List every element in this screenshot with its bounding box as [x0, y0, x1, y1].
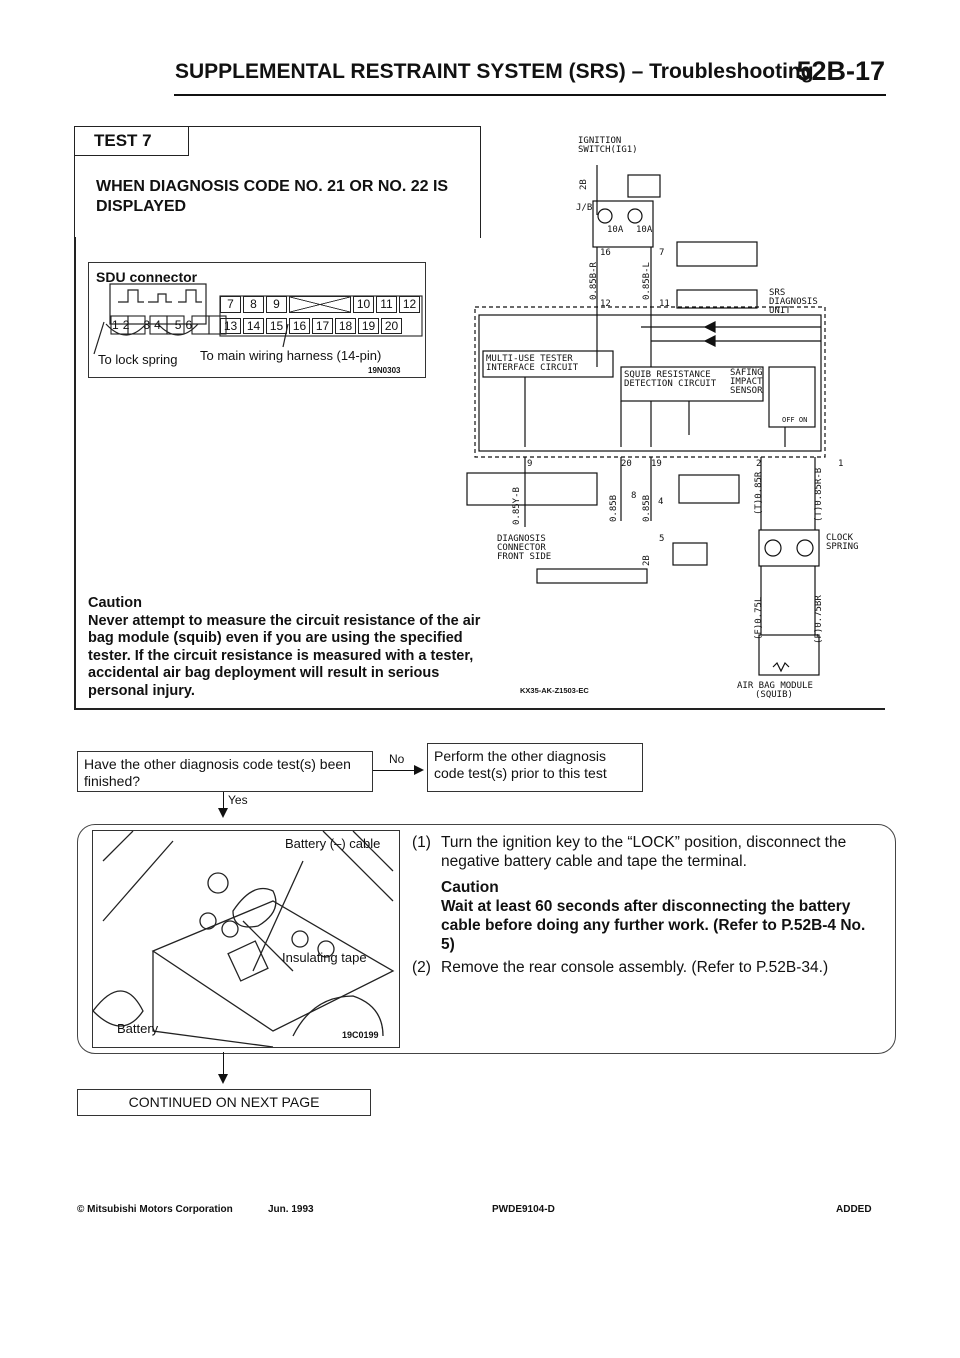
pin-label: 15 [266, 318, 287, 334]
battery-figure [92, 830, 400, 1048]
pin-label: 2 [122, 318, 130, 332]
callout-lock-spring: To lock spring [98, 352, 178, 367]
diag-line: CONNECTOR [497, 543, 546, 553]
pin-5: 5 [659, 534, 665, 544]
battery-cable-label: Battery (–) cable [285, 836, 381, 851]
wire-f075br: (F)0.75BR [814, 595, 824, 644]
test-title: WHEN DIAGNOSIS CODE NO. 21 OR NO. 22 IS DISPLAYED [96, 178, 449, 215]
footer-copyright: © Mitsubishi Motors Corporation [77, 1204, 233, 1215]
page-number: 52B-17 [796, 56, 885, 86]
battery-label: Battery [117, 1021, 159, 1036]
safing-line: IMPACT [730, 377, 763, 387]
amp-label: 10A [636, 225, 653, 235]
jb-label: J/B [576, 203, 593, 213]
connector-figure-id: 19N0303 [368, 366, 401, 375]
pin-label: 7 [220, 296, 241, 313]
multi-use-line: INTERFACE CIRCUIT [486, 363, 579, 373]
footer-status: ADDED [836, 1204, 872, 1215]
wire-085b-2: 0.85B [642, 494, 652, 522]
pin-label: 11 [376, 296, 397, 313]
wire-085b: 0.85B [609, 494, 619, 522]
step-caution-heading: Caution [441, 879, 499, 896]
caution-block [88, 595, 488, 700]
on-text: ON [798, 416, 808, 424]
wire-t085r: (T)0.85R [754, 471, 764, 515]
wire-f075l: (F)0.75L [754, 596, 764, 640]
pin-label: 12 [399, 296, 420, 313]
ignition-line: SWITCH(IG1) [578, 145, 638, 155]
flow-question: Have the other diagnosis code test(s) been finished? [77, 751, 373, 792]
yes-label: Yes [228, 793, 248, 807]
pin-label: 18 [335, 318, 356, 334]
caution-text: Never attempt to measure the circuit resistance of the air bag module (squib) even if you are using the specified tester. If the circuit resistance is measured with a tester, accidental air bag deployment will result in serious personal injury. [88, 612, 481, 699]
step-caution-text: Wait at least 60 seconds after disconnecting the battery cable before doing any further work. (Refer to P.52B-4 No. 5) [441, 898, 866, 953]
pin-label: 8 [243, 296, 264, 313]
srs-unit-label [769, 289, 818, 316]
caution-heading: Caution [88, 595, 142, 611]
airbag-line: AIR BAG MODULE [737, 681, 813, 691]
step-2-number: (2) [412, 959, 431, 976]
ignition-label [578, 137, 638, 155]
squib-line: SQUIB RESISTANCE [624, 370, 711, 380]
wire-2b-2: 2B [642, 555, 652, 566]
wire-2b: 2B [579, 179, 589, 190]
step-1-number: (1) [412, 834, 431, 851]
pin-20: 20 [621, 459, 632, 469]
pin-12: 12 [600, 299, 611, 309]
step-1-text: Turn the ignition key to the “LOCK” position, disconnect the negative battery cable and tape the terminal. [441, 834, 847, 870]
airbag-label [737, 682, 813, 700]
pin-19: 19 [651, 459, 662, 469]
pin-label: 17 [312, 318, 333, 334]
off-on-label [782, 416, 807, 425]
srs-line: SRS [769, 288, 786, 298]
pin-label: 3 [143, 318, 151, 332]
pin-4: 4 [658, 497, 664, 507]
safing-line: SENSOR [730, 386, 763, 396]
pin-label: 5 [174, 318, 182, 332]
pin-label: 16 [289, 318, 310, 334]
step-2-text: Remove the rear console assembly. (Refer to P.52B-34.) [441, 959, 829, 976]
multi-use-label [486, 355, 578, 373]
insulating-tape-label: Insulating tape [282, 950, 367, 965]
battery-drawing [93, 831, 399, 1047]
test-label: TEST 7 [74, 126, 189, 156]
step-2 [412, 958, 882, 977]
airbag-line: (SQUIB) [755, 690, 793, 700]
continue-arrow-head [218, 1074, 228, 1084]
clock-spring-line: CLOCK [826, 533, 854, 543]
footer-code: PWDE9104-D [492, 1204, 555, 1215]
no-label: No [389, 752, 405, 766]
amp-label: 10A [607, 225, 624, 235]
header-title: SUPPLEMENTAL RESTRAINT SYSTEM (SRS) – Troubleshooting [175, 60, 814, 83]
wire-085yb: 0.85Y-B [512, 487, 522, 525]
pin-blank [289, 296, 351, 313]
page-header [175, 56, 885, 86]
pin-7: 7 [659, 248, 665, 258]
pin-label: 19 [358, 318, 379, 334]
squib-line: DETECTION CIRCUIT [624, 379, 717, 389]
pin-label: 20 [381, 318, 402, 334]
clock-spring-line: SPRING [826, 542, 859, 552]
diag-line: DIAGNOSIS [497, 534, 546, 544]
pin-1: 1 [838, 459, 844, 469]
safing-line: SAFING [730, 368, 763, 378]
callout-main-harness: To main wiring harness (14-pin) [200, 348, 382, 363]
pin-label: 9 [266, 296, 287, 313]
pin-label: 1 [112, 318, 119, 332]
pin-label: 10 [353, 296, 374, 313]
frame-left-rule [74, 237, 76, 709]
srs-line: DIAGNOSIS [769, 297, 818, 307]
flow-no-action: Perform the other diagnosis code test(s) prior to this test [427, 743, 643, 792]
continued-next-page: CONTINUED ON NEXT PAGE [77, 1089, 371, 1116]
pin-label: 14 [243, 318, 264, 334]
header-rule [174, 94, 886, 96]
ignition-line: IGNITION [578, 136, 622, 146]
pin-label: 4 [154, 318, 161, 332]
squib-resistance-label [624, 371, 716, 389]
no-arrow-line [373, 770, 419, 771]
connector-small-pins [112, 318, 192, 332]
pin-8: 8 [631, 491, 637, 501]
wiring-figure-id: KX35-AK-Z1503-EC [520, 686, 589, 695]
pin-label: 6 [185, 318, 193, 332]
multi-use-line: MULTI-USE TESTER [486, 354, 573, 364]
yes-arrow-head [218, 808, 228, 818]
sdu-connector-title: SDU connector [96, 269, 198, 285]
continue-arrow-line [223, 1052, 224, 1076]
diag-line: FRONT SIDE [497, 552, 552, 562]
step-1 [412, 833, 872, 871]
wire-085bl: 0.85B-L [642, 262, 652, 300]
connector-pins-top [220, 296, 420, 313]
wire-085br: 0.85B-R [589, 262, 599, 300]
pin-16: 16 [600, 248, 611, 258]
step-caution [441, 878, 871, 954]
connector-pins-bottom [220, 318, 402, 334]
diag-connector-label [497, 535, 551, 562]
pin-2: 2 [756, 459, 762, 469]
frame-bottom-rule [74, 708, 885, 710]
srs-line: UNIT [769, 306, 791, 316]
footer-date: Jun. 1993 [268, 1204, 314, 1215]
pin-9: 9 [527, 459, 533, 469]
safing-sensor-label [730, 369, 763, 396]
battery-figure-id: 19C0199 [342, 1030, 379, 1040]
pin-label: 13 [220, 318, 241, 334]
off-text: OFF [782, 416, 795, 424]
clock-spring-label [826, 534, 859, 552]
wire-t085rb: (T)0.85R-B [814, 467, 824, 522]
no-arrow-head [414, 765, 424, 775]
pin-11: 11 [659, 299, 670, 309]
